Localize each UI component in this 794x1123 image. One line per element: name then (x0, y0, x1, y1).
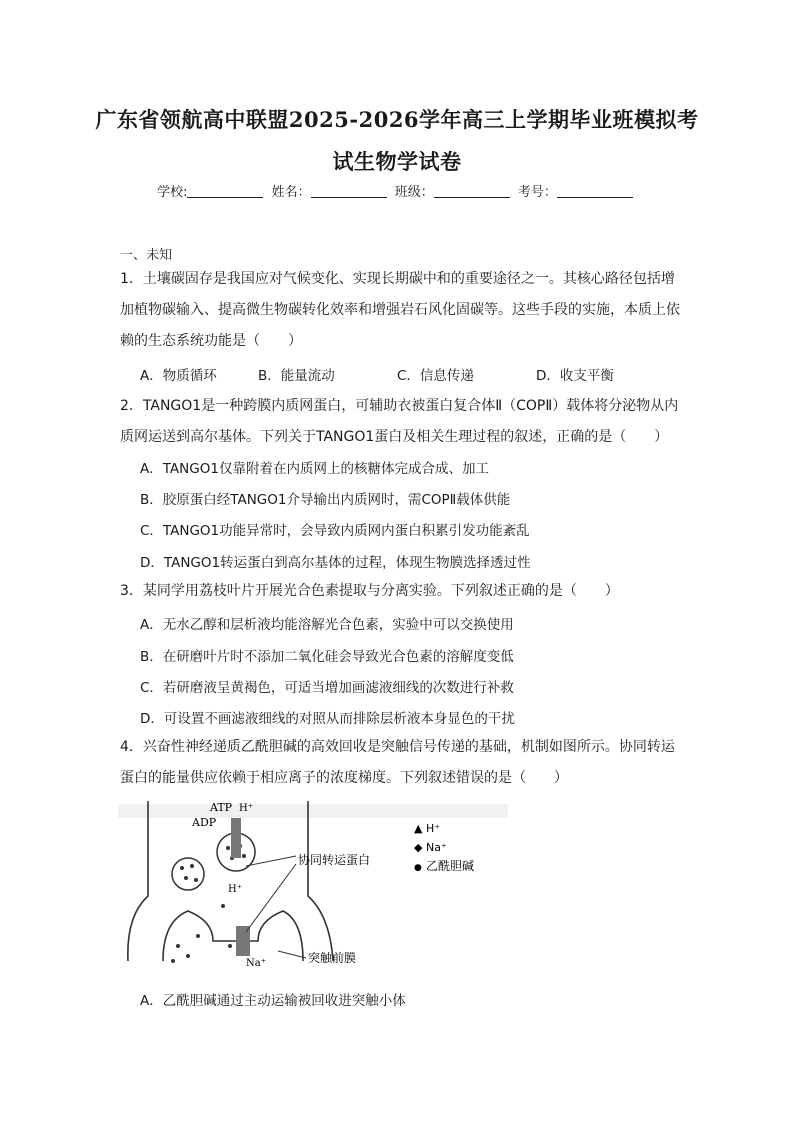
legend-ach-label: 乙酰胆碱 (426, 859, 475, 873)
question-3-stem: 3．某同学用荔枝叶片开展光合色素提取与分离实验。下列叙述正确的是（ ） (120, 583, 619, 599)
membrane-label: 突触前膜 (308, 951, 357, 965)
scan-showthrough (118, 804, 508, 818)
info-id-blank[interactable] (557, 185, 633, 198)
leader-line (246, 864, 296, 932)
info-id-label: 考号： (517, 185, 557, 200)
q1-option-c[interactable]: C．信息传递 (397, 368, 474, 384)
student-info-row (0, 181, 794, 200)
synapse-figure (118, 796, 508, 976)
adp-label: ADP (192, 816, 217, 829)
info-class-blank[interactable] (434, 185, 510, 198)
q1-option-b[interactable]: B．能量流动 (258, 368, 335, 384)
proton-pump (231, 818, 241, 858)
q2-option-c[interactable]: C．TANGO1功能异常时，会导致内质网内蛋白积累引发功能紊乱 (140, 523, 530, 539)
membrane-transporter (236, 926, 250, 956)
legend-na-symbol: ◆ (414, 841, 423, 854)
question-2-stem: 2．TANGO1是一种跨膜内质网蛋白，可辅助衣被蛋白复合体Ⅱ（COPⅡ）载体将分泌物从内质网运送到高尔基体。下列关于TANGO1蛋白及相关生理过程的叙述，正确的是（ ） (120, 398, 679, 445)
figure-legend (414, 822, 474, 873)
info-school-blank[interactable] (187, 185, 263, 198)
question-4-stem: 4．兴奋性神经递质乙酰胆碱的高效回收是突触信号传递的基础，机制如图所示。协同转运蛋白的能量供应依赖于相应离子的浓度梯度。下列叙述错误的是（ ） (120, 739, 675, 786)
na-label: Na⁺ (246, 958, 266, 969)
legend-na-label: Na⁺ (426, 841, 447, 854)
info-name-label: 姓名： (271, 185, 311, 200)
q2-option-b[interactable]: B．胶原蛋白经TANGO1介导输出内质网时，需COPⅡ载体供能 (140, 492, 511, 508)
q3-option-a[interactable]: A．无水乙醇和层析液均能溶解光合色素，实验中可以交换使用 (140, 617, 514, 633)
q2-option-a[interactable]: A．TANGO1仅靠附着在内质网上的核糖体完成合成、加工 (140, 461, 489, 477)
cotransporter-label: 协同转运蛋白 (298, 853, 371, 867)
q3-option-b[interactable]: B．在研磨叶片时不添加二氧化硅会导致光合色素的溶解度变低 (140, 649, 514, 665)
info-class-label: 班级： (394, 185, 434, 200)
section-heading: 一、未知 (120, 248, 173, 263)
legend-h-symbol: ▲ (414, 822, 423, 835)
q4-option-a[interactable]: A．乙酰胆碱通过主动运输被回收进突触小体 (140, 993, 406, 1009)
info-name-blank[interactable] (311, 185, 387, 198)
q3-option-c[interactable]: C．若研磨液呈黄褐色，可适当增加画滤液细线的次数进行补救 (140, 680, 514, 696)
acetylcholine-dots (171, 844, 246, 963)
question-1-stem: 1．土壤碳固存是我国应对气候变化、实现长期碳中和的重要途径之一。其核心路径包括增加植物碳输入、提高微生物碳转化效率和增强岩石风化固碳等。这些手段的实施，本质上依赖的生态系统功能是（ ） (120, 271, 680, 349)
legend-ach-symbol: ● (414, 863, 422, 873)
atp-label: ATP (210, 801, 233, 814)
info-school-label: 学校: (157, 185, 188, 200)
synaptic-vesicle (172, 858, 204, 890)
leader-line (278, 951, 306, 958)
h-bottom-label: H⁺ (228, 884, 242, 895)
exam-title-line2: 试生物学试卷 (332, 149, 462, 174)
q3-option-d[interactable]: D．可设置不画滤液细线的对照从而排除层析液本身显色的干扰 (140, 711, 515, 727)
axon-terminal-outline (128, 801, 333, 961)
h-top-label: H⁺ (239, 803, 253, 814)
q1-option-d[interactable]: D．收支平衡 (536, 368, 614, 384)
legend-h-label: H⁺ (426, 822, 441, 835)
q2-option-d[interactable]: D．TANGO1转运蛋白到高尔基体的过程，体现生物膜选择透过性 (140, 555, 531, 571)
exam-title-line1: 广东省领航高中联盟2025-2026学年高三上学期毕业班模拟考 (95, 107, 699, 132)
q1-option-a[interactable]: A．物质循环 (140, 368, 217, 384)
